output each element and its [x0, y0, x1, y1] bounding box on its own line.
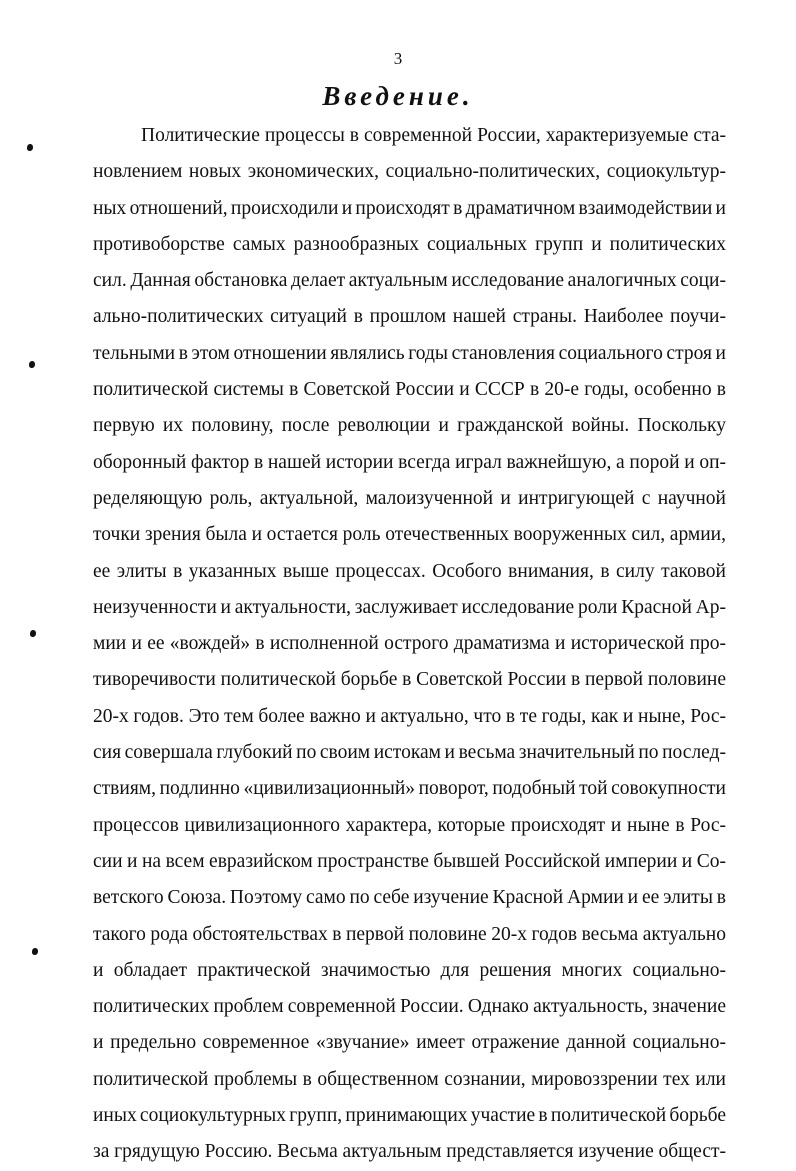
- text-line: ветского Союза. Поэтому само по себе изучение Красной Армии и ее элиты в: [93, 887, 726, 909]
- text-line: иных социокультурных групп, принимающих участие в политической борьбе: [93, 1105, 726, 1127]
- text-line: Политические процессы в современной России, характеризуемые ста-: [141, 125, 726, 146]
- text-line: сил. Данная обстановка делает актуальным исследование аналогичных соци-: [93, 270, 726, 292]
- text-line: оборонный фактор в нашей истории всегда играл важнейшую, а порой и оп-: [93, 451, 726, 473]
- text-line: первую их половину, после революции и гражданской войны. Поскольку: [93, 415, 726, 437]
- text-line: и обладает практической значимостью для решения многих социально-: [93, 959, 726, 981]
- margin-mark: [27, 144, 33, 151]
- section-heading: Введение.: [322, 81, 474, 111]
- text-line: тиворечивости политической борьбе в Советской России в первой половине: [93, 669, 726, 691]
- text-line: такого рода обстоятельствах в первой половине 20-х годов весьма актуально: [93, 923, 726, 945]
- text-line: сии и на всем евразийском пространстве бывшей Российской империи и Со-: [93, 850, 726, 872]
- text-line: ально-политических ситуаций в прошлом нашей страны. Наиболее поучи-: [93, 306, 726, 328]
- text-line: тельными в этом отношении являлись годы становления социального строя и: [93, 342, 726, 364]
- text-line: политических проблем современной России. Однако актуальность, значение: [93, 996, 726, 1018]
- text-line: ее элиты в указанных выше процессах. Особого внимания, в силу таковой: [93, 560, 726, 582]
- text-line: неизученности и актуальности, заслуживает исследование роли Красной Ар-: [93, 596, 726, 618]
- page-number: 3: [393, 49, 403, 68]
- text-line: новлением новых экономических, социально-политических, социокультур-: [93, 161, 726, 183]
- text-line: противоборстве самых разнообразных социальных групп и политических: [93, 233, 726, 255]
- text-line: политической системы в Советской России и СССР в 20-е годы, особенно в: [93, 379, 726, 401]
- body-paragraph: [93, 118, 726, 1171]
- text-line: мии и ее «вождей» в исполненной острого драматизма и исторической про-: [93, 633, 726, 655]
- margin-mark: [30, 630, 36, 637]
- text-line: ных отношений, происходили и происходят в драматичном взаимодействии и: [93, 197, 726, 219]
- text-line: ределяющую роль, актуальной, малоизученной и интригующей с научной: [93, 487, 726, 509]
- text-line: процессов цивилизационного характера, которые происходят и ныне в Рос-: [93, 814, 726, 836]
- text-line: ствиям, подлинно «цивилизационный» поворот, подобный той совокупности: [93, 778, 726, 800]
- text-line: точки зрения была и остается роль отечественных вооруженных сил, армии,: [93, 524, 726, 546]
- text-line: сия совершала глубокий по своим истокам и весьма значительный по послед-: [93, 742, 726, 764]
- margin-mark: [29, 361, 35, 368]
- text-line: политической проблемы в общественном сознании, мировоззрении тех или: [93, 1068, 726, 1090]
- text-line: и предельно современное «звучание» имеет отражение данной социально-: [93, 1032, 726, 1054]
- text-line: за грядущую Россию. Весьма актуальным представляется изучение общест-: [93, 1141, 726, 1163]
- text-line: 20-х годов. Это тем более важно и актуально, что в те годы, как и ныне, Рос-: [93, 705, 726, 727]
- margin-mark: [32, 948, 38, 955]
